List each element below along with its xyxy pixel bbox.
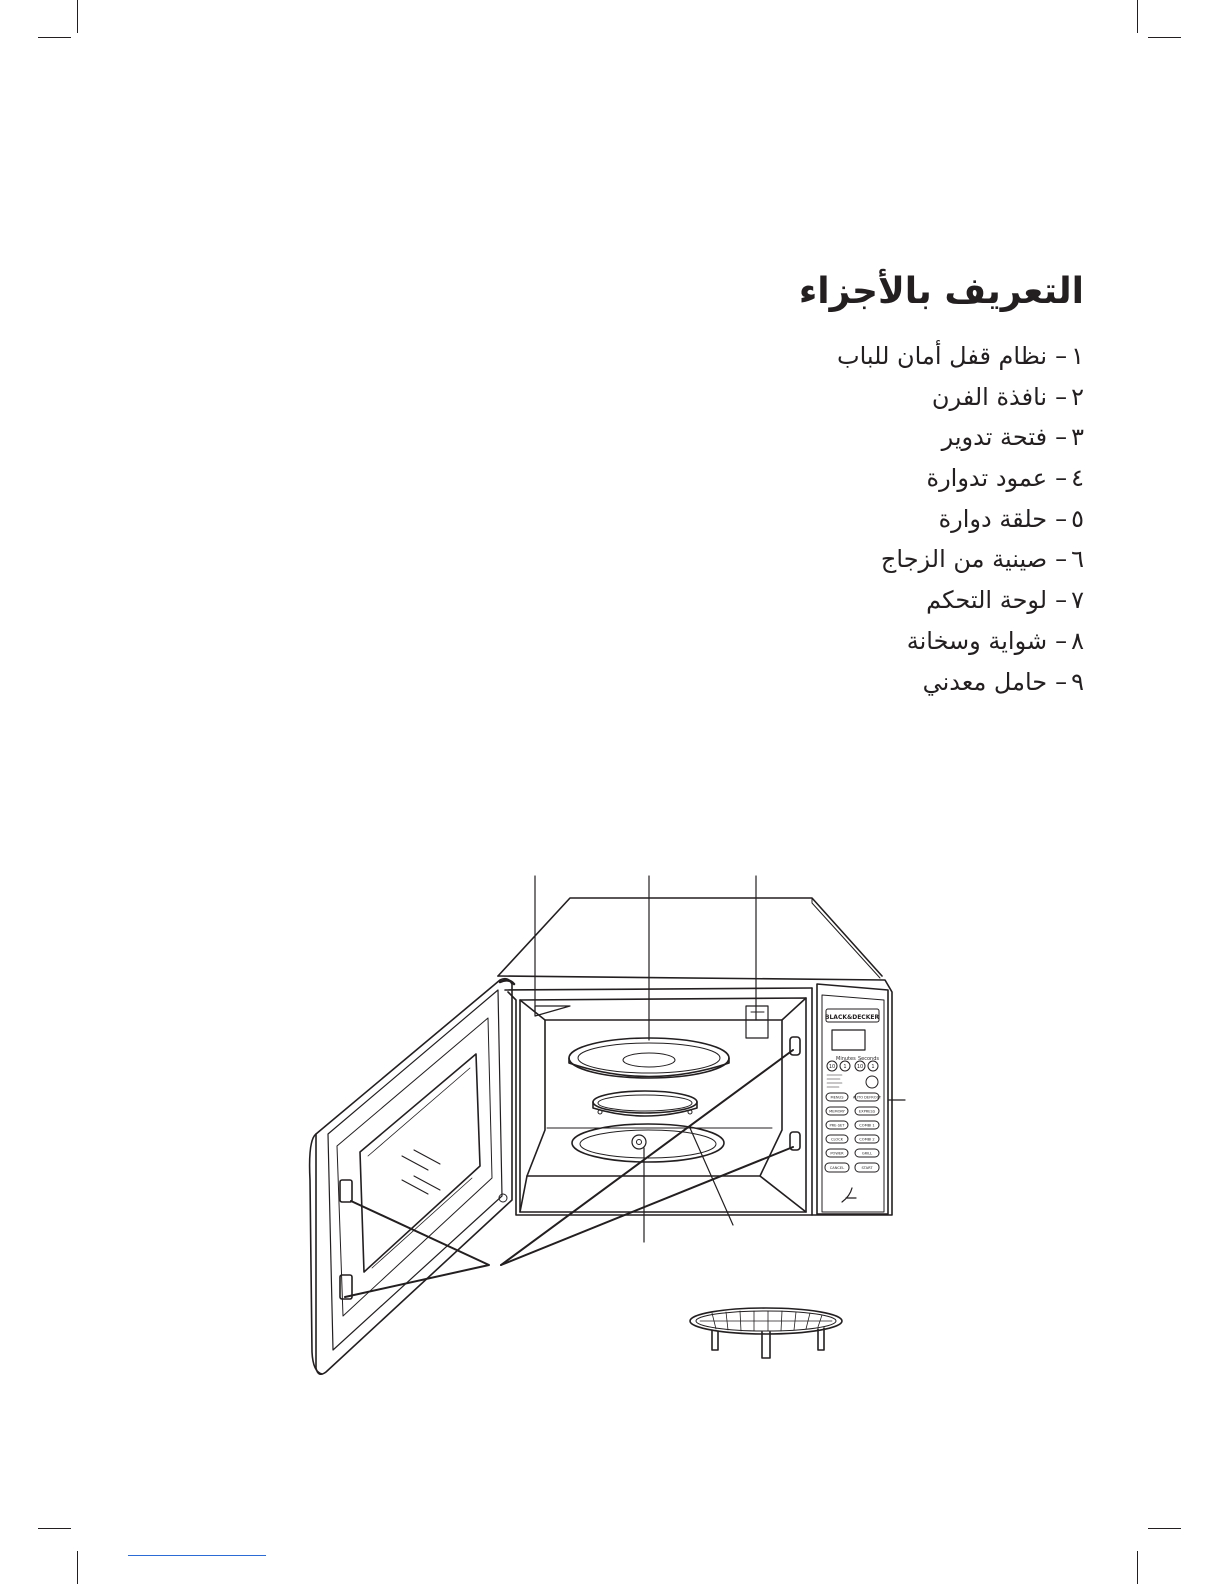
digit-buttons xyxy=(827,1061,878,1088)
part-label: حامل معدني xyxy=(922,667,1048,696)
oven-door xyxy=(310,979,514,1375)
part-number: ٧ xyxy=(1071,586,1084,615)
button-label: EXPRESS xyxy=(858,1109,876,1114)
digit-label: 1 xyxy=(871,1064,875,1070)
dash: – xyxy=(1055,586,1068,615)
crop-mark-bottom-right-v xyxy=(1137,1551,1138,1584)
part-label: شواية وسخانة xyxy=(906,626,1048,655)
digit-label: 1 xyxy=(843,1064,847,1070)
control-panel xyxy=(817,984,888,1214)
button-label: POWER xyxy=(830,1151,844,1156)
panel-buttons xyxy=(825,1093,882,1202)
minutes-label: Minutes xyxy=(836,1056,856,1062)
crop-mark-top-right-v xyxy=(1137,0,1138,33)
part-number: ٩ xyxy=(1071,667,1084,696)
dash: – xyxy=(1055,342,1068,370)
page-title: التعريف بالأجزاء xyxy=(798,271,1084,312)
part-number: ٣ xyxy=(1071,423,1084,452)
crop-mark-bottom-left-h xyxy=(38,1528,71,1529)
part-number: ٢ xyxy=(1071,382,1084,411)
oven-cavity xyxy=(520,998,806,1212)
button-label: AUTO DEFROST xyxy=(852,1095,882,1100)
part-label: حلقة دوارة xyxy=(938,504,1048,533)
list-item xyxy=(837,621,1084,662)
part-label: نافذة الفرن xyxy=(931,382,1048,411)
button-label: COMBI 1 xyxy=(859,1123,875,1128)
latch-callout xyxy=(345,1050,793,1297)
brand-label: BLACK&DECKER xyxy=(824,1014,880,1021)
dash: – xyxy=(1055,626,1068,655)
part-label: عمود تدوارة xyxy=(926,464,1048,493)
seconds-label: Seconds xyxy=(858,1056,880,1062)
metal-rack xyxy=(690,1308,842,1358)
list-item xyxy=(837,539,1084,580)
dash: – xyxy=(1055,545,1068,574)
dash: – xyxy=(1055,382,1068,411)
glass-tray xyxy=(569,1038,729,1078)
digit-label: 10 xyxy=(856,1064,864,1070)
button-label: MENUS xyxy=(830,1095,844,1100)
part-label: لوحة التحكم xyxy=(926,586,1048,615)
part-label: فتحة تدوير xyxy=(941,423,1048,452)
part-number: ٤ xyxy=(1071,464,1084,493)
button-label: MEMORY xyxy=(829,1109,845,1114)
digit-label: 10 xyxy=(828,1064,836,1070)
part-label: صينية من الزجاج xyxy=(880,545,1048,574)
crop-mark-top-left-h xyxy=(38,37,71,38)
list-item xyxy=(837,499,1084,540)
parts-list xyxy=(837,336,1084,702)
crop-mark-bottom-left-v xyxy=(77,1551,78,1584)
list-item xyxy=(837,662,1084,703)
list-item xyxy=(837,580,1084,621)
part-label: نظام قفل أمان للباب xyxy=(837,342,1048,370)
part-number: ٦ xyxy=(1071,545,1084,574)
list-item xyxy=(837,377,1084,418)
oven-window xyxy=(360,1054,480,1272)
button-label: START xyxy=(861,1166,873,1170)
dash: – xyxy=(1055,464,1068,493)
roller-ring xyxy=(593,1091,697,1116)
button-label: PRE-SET xyxy=(829,1123,845,1128)
part-number: ٨ xyxy=(1071,626,1084,655)
button-label: COMBI 2 xyxy=(859,1137,875,1142)
button-label: CANCEL xyxy=(829,1166,845,1170)
crop-mark-bottom-right-h xyxy=(1148,1528,1181,1529)
dash: – xyxy=(1055,667,1068,696)
list-item xyxy=(837,417,1084,458)
footer-rule xyxy=(128,1555,266,1556)
microwave-illustration xyxy=(300,860,920,1380)
crop-mark-top-left-v xyxy=(77,0,78,33)
list-item xyxy=(837,458,1084,499)
part-number: ٥ xyxy=(1071,504,1084,533)
dash: – xyxy=(1055,423,1068,452)
display-window xyxy=(832,1030,865,1050)
dash: – xyxy=(1055,504,1068,533)
list-item xyxy=(837,336,1084,377)
button-label: GRILL xyxy=(861,1151,873,1156)
latch-slots xyxy=(790,1037,800,1150)
crop-mark-top-right-h xyxy=(1148,37,1181,38)
button-label: CLOCK xyxy=(830,1137,844,1142)
part-number: ١ xyxy=(1071,342,1084,370)
